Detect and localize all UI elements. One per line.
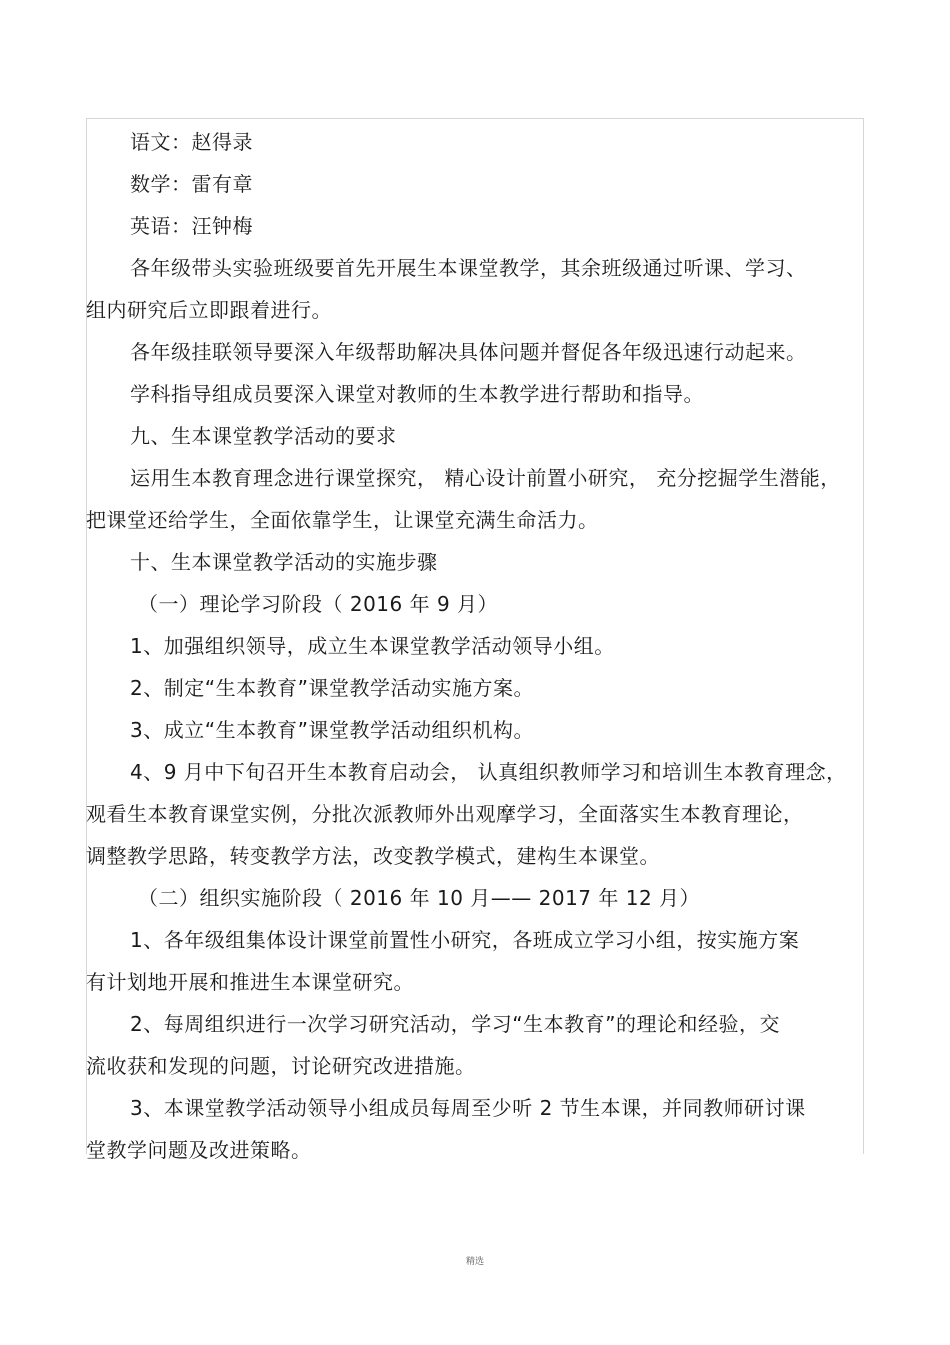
text-line: 1、加强组织领导，成立生本课堂教学活动领导小组。	[130, 634, 615, 658]
section-heading: 十、生本课堂教学活动的实施步骤	[130, 550, 438, 574]
text-line: 3、成立“生本教育”课堂教学活动组织机构。	[130, 718, 534, 742]
text-line: 2、制定“生本教育”课堂教学活动实施方案。	[130, 676, 534, 700]
text-line: 3、本课堂教学活动领导小组成员每周至少听 2 节生本课，并同教师研讨课	[130, 1096, 806, 1120]
text-line: 调整教学思路，转变教学方法，改变教学模式，建构生本课堂。	[86, 844, 660, 868]
text-line: 学科指导组成员要深入课堂对教师的生本教学进行帮助和指导。	[130, 382, 704, 406]
text-line: 把课堂还给学生，全面依靠学生，让课堂充满生命活力。	[86, 508, 599, 532]
text-line: 英语：汪钟梅	[130, 214, 253, 238]
text-line: 堂教学问题及改进策略。	[86, 1138, 312, 1162]
text-line: 各年级带头实验班级要首先开展生本课堂教学，其余班级通过听课、学习、	[130, 256, 807, 280]
text-line: 流收获和发现的问题，讨论研究改进措施。	[86, 1054, 476, 1078]
text-line: 运用生本教育理念进行课堂探究， 精心设计前置小研究， 充分挖掘学生潜能，	[130, 466, 841, 490]
section-heading: 九、生本课堂教学活动的要求	[130, 424, 397, 448]
text-line: 2、每周组织进行一次学习研究活动，学习“生本教育”的理论和经验，交	[130, 1012, 780, 1036]
subsection-heading: （一）理论学习阶段（ 2016 年 9 月）	[138, 592, 499, 616]
text-line: 有计划地开展和推进生本课堂研究。	[86, 970, 414, 994]
text-line: 4、9 月中下旬召开生本教育启动会， 认真组织教师学习和培训生本教育理念，	[130, 760, 847, 784]
text-line: 组内研究后立即跟着进行。	[86, 298, 332, 322]
text-line: 数学：雷有章	[130, 172, 253, 196]
text-line: 各年级挂联领导要深入年级帮助解决具体问题并督促各年级迅速行动起来。	[130, 340, 807, 364]
text-line: 1、各年级组集体设计课堂前置性小研究，各班成立学习小组，按实施方案	[130, 928, 800, 952]
text-line: 语文：赵得录	[130, 130, 253, 154]
subsection-heading: （二）组织实施阶段（ 2016 年 10 月—— 2017 年 12 月）	[138, 886, 701, 910]
page-footer: 精选	[465, 1257, 484, 1267]
text-line: 观看生本教育课堂实例，分批次派教师外出观摩学习，全面落实生本教育理论，	[86, 802, 804, 826]
